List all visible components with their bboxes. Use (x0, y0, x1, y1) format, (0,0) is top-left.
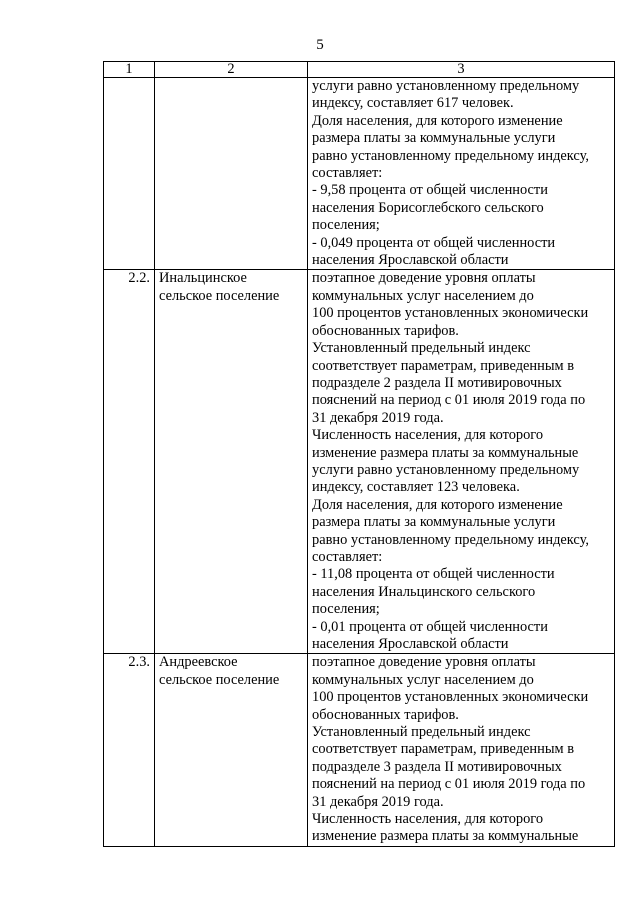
description-line: Численность населения, для которого (312, 427, 544, 444)
description-line: поэтапное доведение уровня оплаты (312, 270, 536, 287)
description-line: коммунальных услуг населением до (312, 287, 534, 304)
header-col-3: 3 (308, 62, 615, 78)
description-line: услуги равно установленному предельному (312, 78, 580, 94)
description-line: населения Ярославской области (312, 636, 509, 652)
description-line: составляет: (312, 548, 383, 565)
description-line: Доля населения, для которого изменение (312, 112, 563, 129)
description-line: - 0,049 процента от общей численности (312, 234, 556, 251)
settlement-name-line: Андреевское (159, 654, 238, 671)
description-line: обоснованных тарифов. (312, 706, 459, 723)
table-header-row (104, 62, 615, 78)
description-line: 31 декабря 2019 года. (312, 409, 444, 426)
settlement-name-line: сельское поселение (159, 287, 280, 304)
settlement-name-line: Инальцинское (159, 270, 247, 287)
description-line: составляет: (312, 165, 383, 182)
description-line: подразделе 3 раздела II мотивировочных (312, 758, 562, 775)
description-line: пояснений на период с 01 июля 2019 года по (312, 776, 586, 793)
description-line: индексу, составляет 123 человека. (312, 479, 520, 496)
header-col-2: 2 (155, 62, 308, 78)
description-line: изменение размера платы за коммунальные (312, 444, 579, 461)
table-row (104, 654, 615, 846)
description-line: размера платы за коммунальные услуги (312, 514, 556, 531)
description-line: населения Борисоглебского сельского (312, 199, 544, 216)
description-line: поэтапное доведение уровня оплаты (312, 654, 536, 671)
measure-description (308, 654, 615, 846)
description-line: 100 процентов установленных экономически (312, 689, 589, 706)
description-line: равно установленному предельному индексу, (312, 147, 589, 164)
description-line: Доля населения, для которого изменение (312, 496, 563, 513)
description-line: Установленный предельный индекс (312, 340, 531, 357)
description-line: поселения; (312, 601, 380, 618)
measure-description (308, 270, 615, 654)
row-number: 2.3. (104, 654, 155, 846)
description-line: - 11,08 процента от общей численности (312, 566, 555, 583)
table-row (104, 78, 615, 270)
row-number: 2.2. (104, 270, 155, 654)
measure-description (308, 78, 615, 270)
description-line: населения Инальцинского сельского (312, 583, 536, 600)
description-line: - 0,01 процента от общей численности (312, 618, 548, 635)
tariff-table (103, 61, 615, 847)
table-row (104, 270, 615, 654)
settlement-name (155, 78, 308, 270)
description-line: подразделе 2 раздела II мотивировочных (312, 374, 562, 391)
description-line: коммунальных услуг населением до (312, 671, 534, 688)
description-line: - 9,58 процента от общей численности (312, 182, 548, 199)
description-line: поселения; (312, 217, 380, 234)
description-line: равно установленному предельному индексу, (312, 531, 589, 548)
settlement-name-line: сельское поселение (159, 671, 280, 688)
row-number (104, 78, 155, 270)
description-line: Установленный предельный индекс (312, 724, 531, 741)
description-line: 100 процентов установленных экономически (312, 305, 589, 322)
settlement-name (155, 654, 308, 846)
description-line: соответствует параметрам, приведенным в (312, 357, 574, 374)
description-line: Численность населения, для которого (312, 811, 544, 828)
description-line: соответствует параметрам, приведенным в (312, 741, 574, 758)
description-line: 31 декабря 2019 года. (312, 793, 444, 810)
description-line: пояснений на период с 01 июля 2019 года по (312, 392, 586, 409)
description-line: обоснованных тарифов. (312, 322, 459, 339)
description-line: населения Ярославской области (312, 252, 509, 269)
description-line: индексу, составляет 617 человек. (312, 95, 514, 112)
description-line: услуги равно установленному предельному (312, 461, 580, 478)
page-number: 5 (316, 37, 324, 53)
header-col-1: 1 (104, 62, 155, 78)
description-line: размера платы за коммунальные услуги (312, 130, 556, 147)
settlement-name (155, 270, 308, 654)
description-line: изменение размера платы за коммунальные (312, 828, 579, 845)
